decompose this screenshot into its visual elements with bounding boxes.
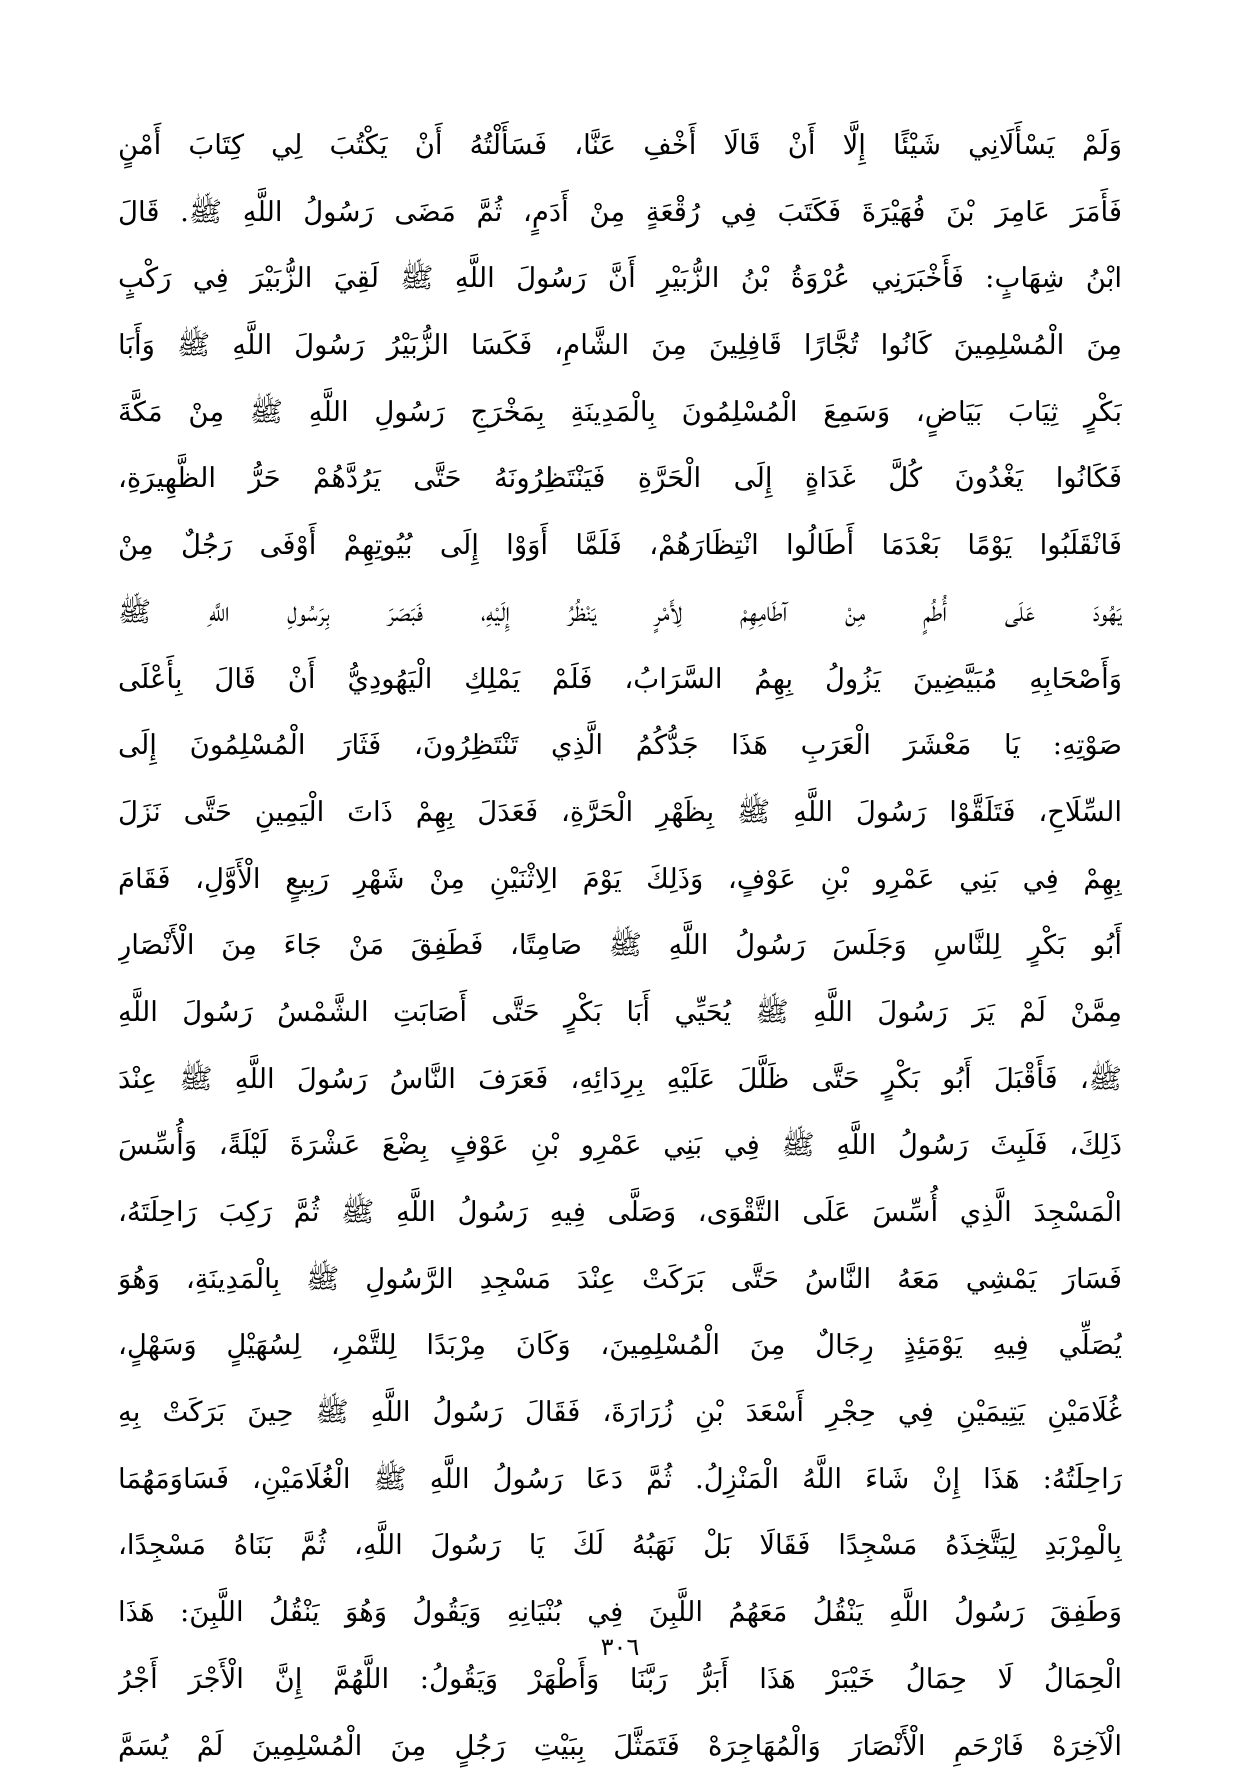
- page-number: ٣٠٦: [0, 1632, 1240, 1662]
- text-line-23: وَطَفِقَ رَسُولُ اللَّهِ يَنْقُلُ مَعَهُمُ اللَّبِنَ فِي بُنْيَانِهِ وَيَقُولُ وَهُوَ يَنْقُلُ اللَّبِنَ: هَذَا: [118, 1579, 1122, 1646]
- text-line-10: صَوْتِهِ: يَا مَعْشَرَ الْعَرَبِ هَذَا جَدُّكُمُ الَّذِي تَنْتَظِرُونَ، فَثَارَ الْمُسْلِمُونَ إِلَى: [118, 712, 1122, 779]
- text-line-2: فَأَمَرَ عَامِرَ بْنَ فُهَيْرَةَ فَكَتَبَ فِي رُقْعَةٍ مِنْ أَدَمٍ، ثُمَّ مَضَى رَسُولُ اللَّهِ ﷺ. قَالَ: [118, 179, 1122, 246]
- text-line-14: مِمَّنْ لَمْ يَرَ رَسُولَ اللَّهِ ﷺ يُحَيِّي أَبَا بَكْرٍ حَتَّى أَصَابَتِ الشَّمْسُ رَسُولَ اللَّهِ: [118, 979, 1122, 1046]
- text-line-12: بِهِمْ فِي بَنِي عَمْرِو بْنِ عَوْفٍ، وَذَلِكَ يَوْمَ الِاثْنَيْنِ مِنْ شَهْرِ رَبِيعٍ الْأَوَّلِ، فَقَامَ: [118, 846, 1122, 913]
- text-line-15: ﷺ، فَأَقْبَلَ أَبُو بَكْرٍ حَتَّى ظَلَّلَ عَلَيْهِ بِرِدَائِهِ، فَعَرَفَ النَّاسُ رَسُولَ اللَّهِ ﷺ عِنْدَ: [118, 1046, 1122, 1113]
- text-line-19: يُصَلِّي فِيهِ يَوْمَئِذٍ رِجَالٌ مِنَ الْمُسْلِمِينَ، وَكَانَ مِرْبَدًا لِلتَّمْرِ، لِسُهَيْلٍ وَسَهْلٍ،: [118, 1312, 1122, 1379]
- text-line-7: فَانْقَلَبُوا يَوْمًا بَعْدَمَا أَطَالُوا انْتِظَارَهُمْ، فَلَمَّا أَوَوْا إِلَى بُيُوتِهِمْ أَوْفَى رَجُلٌ مِنْ: [118, 512, 1122, 579]
- text-line-20: غُلَامَيْنِ يَتِيمَيْنِ فِي حِجْرِ أَسْعَدَ بْنِ زُرَارَةَ، فَقَالَ رَسُولُ اللَّهِ ﷺ حِينَ بَرَكَتْ بِهِ: [118, 1379, 1122, 1446]
- text-line-17: الْمَسْجِدَ الَّذِي أُسِّسَ عَلَى التَّقْوَى، وَصَلَّى فِيهِ رَسُولُ اللَّهِ ﷺ ثُمَّ رَكِبَ رَاحِلَتَهُ،: [118, 1179, 1122, 1246]
- text-line-8: يَهُودَ عَلَى أُطُمٍ مِنْ آطَامِهِمْ لِأَمْرٍ يَنْظُرُ إِلَيْهِ، فَبَصَرَ بِرَسُولِ اللَّهِ ﷺ: [118, 579, 1122, 646]
- text-line-13: أَبُو بَكْرٍ لِلنَّاسِ وَجَلَسَ رَسُولُ اللَّهِ ﷺ صَامِتًا، فَطَفِقَ مَنْ جَاءَ مِنَ الْأَنْصَارِ: [118, 912, 1122, 979]
- text-line-25: الْآخِرَهْ فَارْحَمِ الْأَنْصَارَ وَالْمُهَاجِرَهْ فَتَمَثَّلَ بِبَيْتِ رَجُلٍ مِنَ الْمُسْلِمِينَ لَمْ يُسَمَّ: [118, 1713, 1122, 1779]
- text-line-3: ابْنُ شِهَابٍ: فَأَخْبَرَنِي عُرْوَةُ بْنُ الزُّبَيْرِ أَنَّ رَسُولَ اللَّهِ ﷺ لَقِيَ الزُّبَيْرَ فِي رَكْبٍ: [118, 245, 1122, 312]
- text-line-4: مِنَ الْمُسْلِمِينَ كَانُوا تُجَّارًا قَافِلِينَ مِنَ الشَّامِ، فَكَسَا الزُّبَيْرُ رَسُولَ اللَّهِ ﷺ وَأَبَا: [118, 312, 1122, 379]
- body-text: [118, 112, 1122, 1779]
- text-line-1: وَلَمْ يَسْأَلَانِي شَيْئًا إِلَّا أَنْ قَالَا أَخْفِ عَنَّا، فَسَأَلْتُهُ أَنْ يَكْتُبَ لِي كِتَابَ أَمْنٍ: [118, 112, 1122, 179]
- text-line-24: الْحِمَالُ لَا حِمَالُ خَيْبَرْ هَذَا أَبَرُّ رَبَّنَا وَأَطْهَرْ وَيَقُولُ: اللَّهُمَّ إِنَّ الْأَجْرَ أَجْرُ: [118, 1646, 1122, 1713]
- text-line-22: بِالْمِرْبَدِ لِيَتَّخِذَهُ مَسْجِدًا فَقَالَا بَلْ نَهَبُهُ لَكَ يَا رَسُولَ اللَّهِ، ثُمَّ بَنَاهُ مَسْجِدًا،: [118, 1512, 1122, 1579]
- text-line-21: رَاحِلَتُهُ: هَذَا إِنْ شَاءَ اللَّهُ الْمَنْزِلُ. ثُمَّ دَعَا رَسُولُ اللَّهِ ﷺ الْغُلَامَيْنِ، فَسَاوَمَهُمَا: [118, 1446, 1122, 1513]
- text-line-6: فَكَانُوا يَغْدُونَ كُلَّ غَدَاةٍ إِلَى الْحَرَّةِ فَيَنْتَظِرُونَهُ حَتَّى يَرُدَّهُمْ حَرُّ الظَّهِيرَةِ،: [118, 445, 1122, 512]
- text-line-5: بَكْرٍ ثِيَابَ بَيَاضٍ، وَسَمِعَ الْمُسْلِمُونَ بِالْمَدِينَةِ بِمَخْرَجِ رَسُولِ اللَّهِ ﷺ مِنْ مَكَّةَ: [118, 379, 1122, 446]
- text-line-18: فَسَارَ يَمْشِي مَعَهُ النَّاسُ حَتَّى بَرَكَتْ عِنْدَ مَسْجِدِ الرَّسُولِ ﷺ بِالْمَدِينَةِ، وَهُوَ: [118, 1246, 1122, 1313]
- text-line-9: وَأَصْحَابِهِ مُبَيَّضِينَ يَزُولُ بِهِمُ السَّرَابُ، فَلَمْ يَمْلِكِ الْيَهُودِيُّ أَنْ قَالَ بِأَعْلَى: [118, 646, 1122, 713]
- text-line-16: ذَلِكَ، فَلَبِثَ رَسُولُ اللَّهِ ﷺ فِي بَنِي عَمْرِو بْنِ عَوْفٍ بِضْعَ عَشْرَةَ لَيْلَةً، وَأُسِّسَ: [118, 1112, 1122, 1179]
- text-line-11: السِّلَاحِ، فَتَلَقَّوْا رَسُولَ اللَّهِ ﷺ بِظَهْرِ الْحَرَّةِ، فَعَدَلَ بِهِمْ ذَاتَ الْيَمِينِ حَتَّى نَزَلَ: [118, 779, 1122, 846]
